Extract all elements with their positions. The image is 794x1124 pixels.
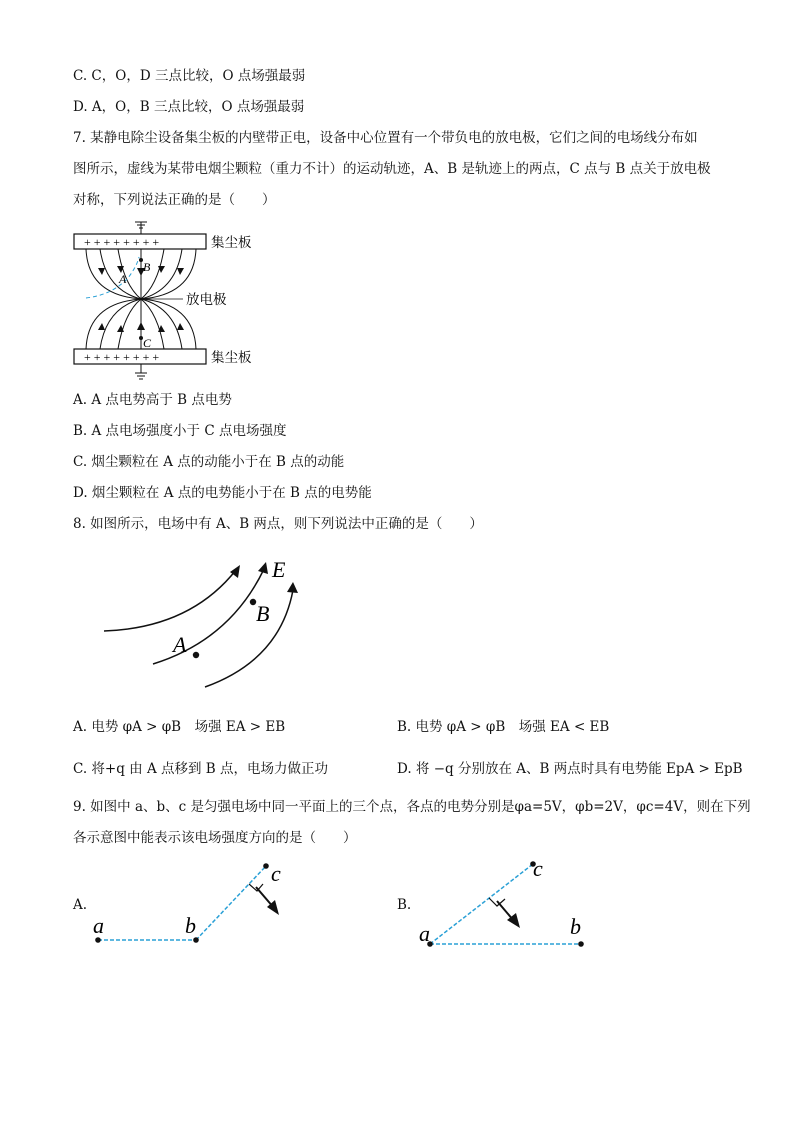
label-c: C [143, 336, 152, 350]
label-bottom-plate: 集尘板 [211, 350, 252, 366]
q8-stem: 8. 如图所示，电场中有 A、B 两点，则下列说法中正确的是（ ） [73, 516, 483, 532]
q9-stem-line1: 9. 如图中 a、b、c 是匀强电场中同一平面上的三个点，各点的电势分别是φa=5V，φb=2V，φc=4V，则在下列 [73, 799, 751, 815]
svg-text:c: c [533, 856, 543, 881]
q8-option-c: C. 将+q 由 A 点移到 B 点，电场力做正功 [73, 761, 329, 777]
label-b: B [256, 601, 270, 626]
q6-option-d: D. A，O，B 三点比较，O 点场强最弱 [73, 99, 305, 115]
top-plate-charges: + + + + + + + + [84, 235, 160, 249]
svg-text:c: c [271, 861, 281, 886]
q7-stem-line3: 对称，下列说法正确的是（ ） [73, 192, 276, 208]
svg-text:a: a [93, 913, 104, 938]
q6-option-c: C. C，O，D 三点比较，O 点场强最弱 [73, 68, 306, 84]
q8-option-b: B. 电势 φA > φB 场强 EA < EB [397, 719, 610, 735]
bottom-plate-charges: + + + + + + + + [84, 350, 160, 364]
q9-stem-line2: 各示意图中能表示该电场强度方向的是（ ） [73, 830, 357, 846]
q8-option-a: A. 电势 φA > φB 场强 EA > EB [73, 719, 286, 735]
q9-figure-b [419, 856, 584, 947]
label-top-plate: 集尘板 [211, 235, 252, 251]
q7-stem-line2: 图所示，虚线为某带电烟尘颗粒（重力不计）的运动轨迹，A、B 是轨迹上的两点，C 点与 B 点关于放电极 [73, 161, 711, 177]
q9-option-b-label: B. [397, 897, 412, 913]
q9-option-a-label: A. [73, 897, 88, 913]
q7-option-c: C. 烟尘颗粒在 A 点的动能小于在 B 点的动能 [73, 454, 345, 470]
svg-text:b: b [185, 913, 196, 938]
label-a: A [173, 632, 187, 657]
q7-option-d: D. 烟尘颗粒在 A 点的电势能小于在 B 点的电势能 [73, 485, 372, 501]
q8-option-d: D. 将 −q 分别放在 A、B 两点时具有电势能 EpA > EpB [397, 761, 743, 777]
q7-option-b: B. A 点电场强度小于 C 点电场强度 [73, 423, 287, 439]
label-electrode: 放电极 [186, 292, 227, 308]
svg-text:b: b [570, 914, 581, 939]
q7-stem-line1: 7. 某静电除尘设备集尘板的内壁带正电，设备中心位置有一个带负电的放电极，它们之间的电场线分布如 [73, 130, 698, 146]
label-e: E [272, 557, 286, 582]
label-b: B [143, 260, 151, 274]
q7-option-a: A. A 点电势高于 B 点电势 [73, 392, 232, 408]
label-a: A [119, 272, 127, 286]
svg-text:a: a [419, 921, 430, 946]
q9-figure-a [93, 861, 281, 943]
